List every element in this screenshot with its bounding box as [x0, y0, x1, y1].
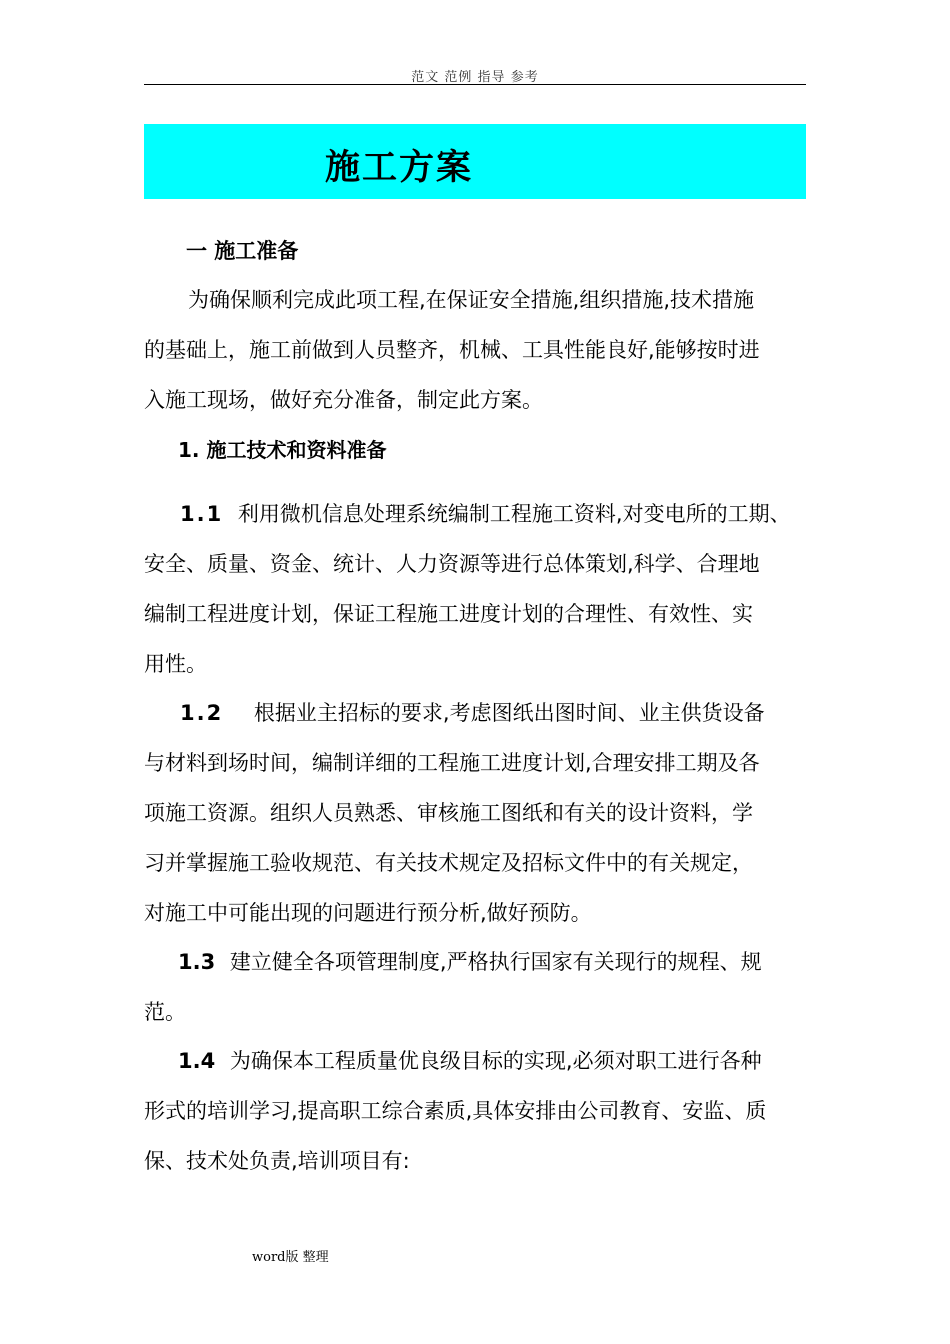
paragraph-line: 用性。 — [144, 652, 207, 676]
paragraph-line: 利用微机信息处理系统编制工程施工资料,对变电所的工期、 — [237, 502, 791, 526]
list-item-1-2 — [180, 698, 765, 728]
paragraph-line: 为确保本工程质量优良级目标的实现,必须对职工进行各种 — [229, 1049, 762, 1073]
page-title: 施工方案 — [325, 148, 474, 188]
item-number: 1.1 — [180, 502, 224, 526]
list-item-1-1 — [180, 499, 791, 529]
paragraph-line: 保、技术处负责,培训项目有: — [144, 1149, 410, 1173]
paragraph-line: 习并掌握施工验收规范、有关技术规定及招标文件中的有关规定， — [144, 851, 753, 875]
header-divider — [144, 84, 806, 85]
item-number: 1.4 — [178, 1049, 216, 1073]
paragraph-line: 的基础上，施工前做到人员整齐，机械、工具性能良好,能够按时进 — [144, 338, 760, 362]
paragraph-line: 编制工程进度计划，保证工程施工进度计划的合理性、有效性、实 — [144, 602, 753, 626]
list-item-1-3 — [178, 947, 762, 977]
paragraph-line: 项施工资源。组织人员熟悉、审核施工图纸和有关的设计资料，学 — [144, 801, 753, 825]
paragraph-line: 与材料到场时间，编制详细的工程施工进度计划,合理安排工期及各 — [144, 751, 760, 775]
subsection-heading: 1. 施工技术和资料准备 — [178, 438, 387, 462]
paragraph-line: 安全、质量、资金、统计、人力资源等进行总体策划,科学、合理地 — [144, 552, 760, 576]
title-banner — [144, 124, 806, 199]
list-item-1-4 — [178, 1046, 762, 1076]
page-header: 范文 范例 指导 参考 — [411, 70, 539, 85]
paragraph-line: 形式的培训学习,提高职工综合素质,具体安排由公司教育、安监、质 — [144, 1099, 767, 1123]
paragraph-line: 根据业主招标的要求,考虑图纸出图时间、业主供货设备 — [253, 701, 765, 725]
paragraph-line: 入施工现场，做好充分准备，制定此方案。 — [144, 388, 543, 412]
page-footer: word版 整理 — [252, 1250, 329, 1265]
item-number: 1.2 — [180, 701, 224, 725]
paragraph-line: 对施工中可能出现的问题进行预分析,做好预防。 — [144, 901, 592, 925]
item-number: 1.3 — [178, 950, 216, 974]
section-heading: 一 施工准备 — [186, 239, 299, 263]
paragraph-line: 建立健全各项管理制度,严格执行国家有关现行的规程、规 — [229, 950, 762, 974]
paragraph-line: 范。 — [144, 1000, 186, 1024]
paragraph-line: 为确保顺利完成此项工程,在保证安全措施,组织措施,技术措施 — [188, 288, 755, 312]
